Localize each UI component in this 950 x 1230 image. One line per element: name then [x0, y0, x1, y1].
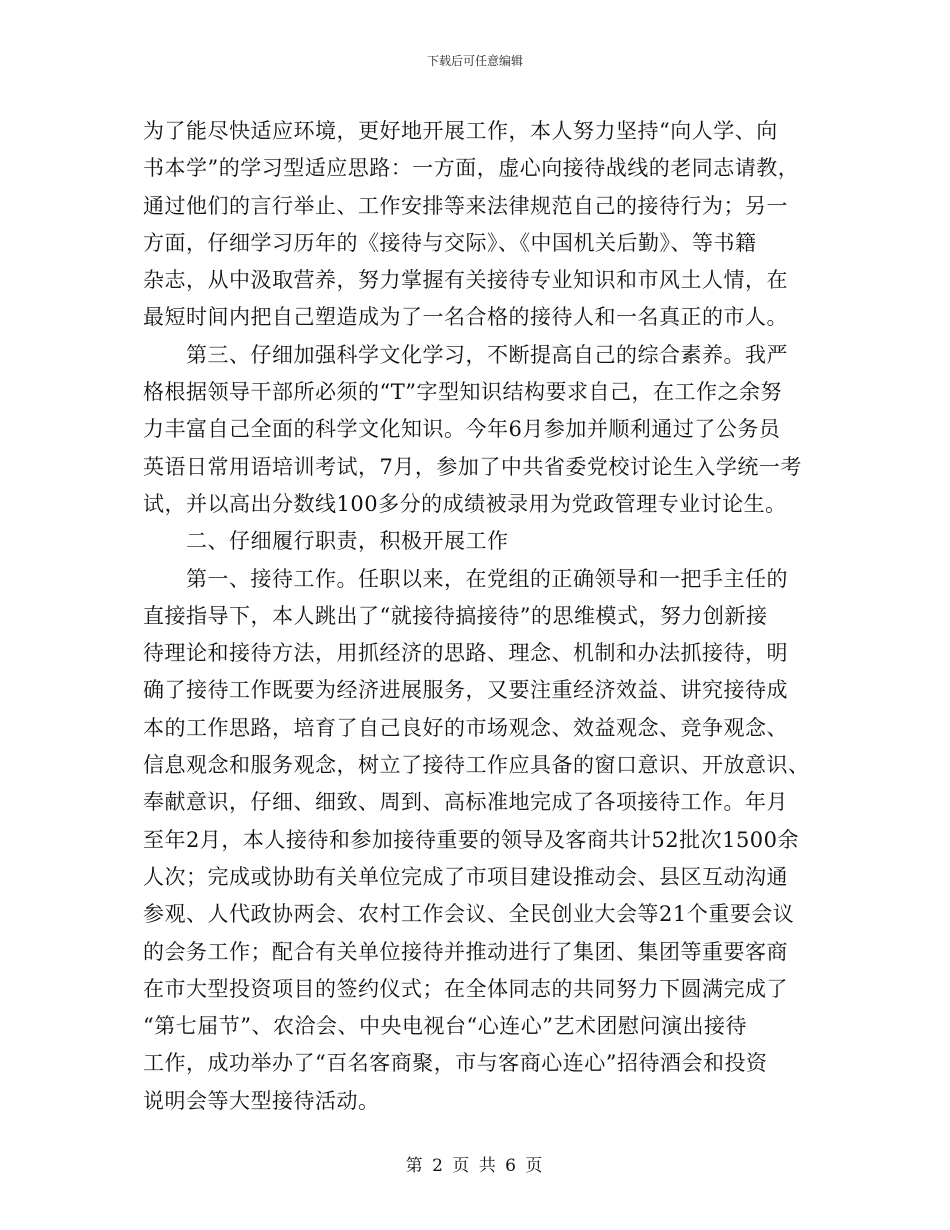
text-line: 格根据领导干部所必须的“T”字型知识结构要求自己，在工作之余努	[143, 380, 782, 405]
text-line: 通过他们的言行举止、工作安排等来法律规范自己的接待行为；另一	[143, 193, 788, 218]
text-line: 试，并以高出分数线100多分的成绩被录用为党政管理专业讨论生。	[143, 491, 787, 516]
text-line: 方面，仔细学习历年的《接待与交际》、《中国机关后勤》、等书籍	[143, 230, 757, 255]
text-line: 直接指导下，本人跳出了“就接待搞接待”的思维模式，努力创新接	[143, 603, 768, 628]
text-line: 参观、人代政协两会、农村工作会议、全民创业大会等21个重要会议	[143, 902, 795, 927]
text-line: 第三、仔细加强科学文化学习，不断提高自己的综合素养。我严	[143, 342, 788, 367]
text-line: 奉献意识，仔细、细致、周到、高标准地完成了各项接待工作。年月	[143, 790, 788, 815]
text-line: 至年2月，本人接待和参加接待重要的领导及客商共计52批次1500余	[143, 827, 800, 852]
text-line: 信息观念和服务观念，树立了接待工作应具备的窗口意识、开放意识、	[143, 753, 810, 778]
text-line: 在市大型投资项目的签约仪式；在全体同志的共同努力下圆满完成了	[143, 976, 788, 1001]
text-line: 的会务工作；配合有关单位接待并推动进行了集团、集团等重要客商	[143, 939, 788, 964]
text-line: 杂志，从中汲取营养，努力掌握有关接待专业知识和市风土人情，在	[143, 268, 788, 293]
text-line: 本的工作思路，培育了自己良好的市场观念、效益观念、竞争观念、	[143, 715, 788, 740]
text-line: 说明会等大型接待活动。	[143, 1088, 380, 1113]
text-line: 确了接待工作既要为经济进展服务，又要注重经济效益、讲究接待成	[143, 678, 788, 703]
text-line: 人次；完成或协助有关单位完成了市项目建设推动会、县区互动沟通	[143, 864, 788, 889]
document-body	[143, 113, 813, 1120]
page-header: 下载后可任意编辑	[426, 54, 523, 68]
text-line: “第七届节”、农洽会、中央电视台“心连心”艺术团慰问演出接待	[143, 1014, 747, 1039]
section-heading: 二、仔细履行职责，积极开展工作	[143, 529, 509, 554]
text-line: 英语日常用语培训考试，7月，参加了中共省委党校讨论生入学统一考	[143, 454, 802, 479]
text-line: 最短时间内把自己塑造成为了一名合格的接待人和一名真正的市人。	[143, 305, 788, 330]
text-line: 待理论和接待方法，用抓经济的思路、理念、机制和办法抓接待，明	[143, 641, 788, 666]
text-line: 力丰富自己全面的科学文化知识。今年6月参加并顺利通过了公务员	[143, 417, 781, 442]
page-number: 第 2 页 共 6 页	[405, 1156, 545, 1176]
text-line: 工作，成功举办了“百名客商聚，市与客商心连心”招待酒会和投资	[143, 1051, 768, 1076]
text-line: 为了能尽快适应环境，更好地开展工作，本人努力坚持“向人学、向	[143, 119, 778, 143]
text-line: 书本学”的学习型适应思路：一方面，虚心向接待战线的老同志请教，	[143, 156, 800, 181]
text-line: 第一、接待工作。任职以来，在党组的正确领导和一把手主任的	[143, 566, 788, 591]
